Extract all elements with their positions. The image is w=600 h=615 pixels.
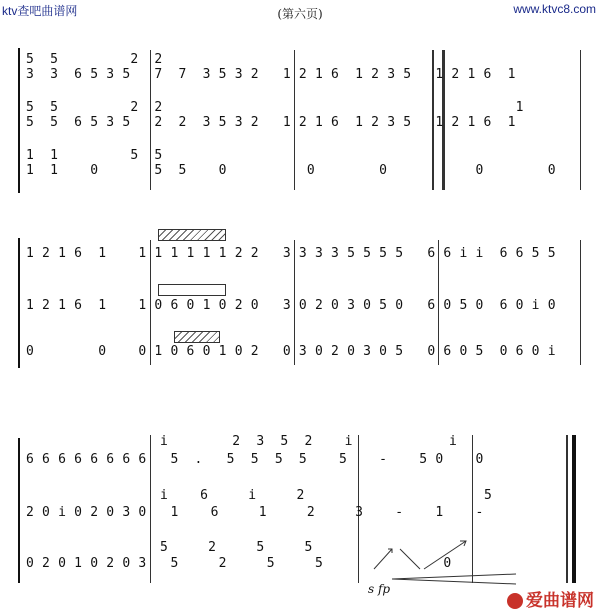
glissando-arrows (370, 535, 480, 575)
staff-2: 1 2 1 6 1 1 0 6 0 1 0 2 0 3 0 2 0 3 0 5 0 6 0 5 0 6 0 i 0 (26, 298, 556, 313)
staff-1-upper: 5 5 2 2 (26, 52, 163, 67)
site-name-left: ktv查吧曲谱网 (2, 4, 78, 18)
final-barline (566, 435, 568, 583)
staff-3: 0 2 0 1 0 2 0 3 5 2 5 5 0 (26, 556, 452, 571)
system-1-brace (18, 48, 20, 193)
staff-3-upper: 1 1 5 5 (26, 148, 163, 163)
crescendo-hairpin (390, 572, 520, 586)
final-barline-thick (572, 435, 576, 583)
staff-2-upper: i 6 i 2 (160, 488, 305, 503)
staff-1: 1 2 1 6 1 1 1 1 1 1 1 2 2 3 3 3 3 5 5 5 5 6 6 i i 6 6 5 5 (26, 246, 556, 261)
page-label: (第六页) (277, 7, 323, 21)
system-2-brace (18, 238, 20, 368)
site-url-right: www.ktvc8.com (513, 2, 596, 16)
logo-icon (507, 593, 523, 609)
staff-2-extra: 5 (484, 488, 493, 503)
logo-text: 爱曲谱网 (526, 591, 594, 610)
staff-1: 6 6 6 6 6 6 6 6 5 . 5 5 5 5 5 - 5 0 0 (26, 452, 484, 467)
barline (580, 50, 581, 190)
dynamic-marking: s fp (368, 582, 391, 596)
staff-1-lower: 3 3 6 5 3 5 7 7 3 5 3 2 1 2 1 6 1 2 3 5 1 2 1 6 1 (26, 67, 516, 82)
staff-2-lower: 5 5 6 5 3 5 2 2 3 5 3 2 1 2 1 6 1 2 3 5 1 2 1 6 1 (26, 115, 516, 130)
staff-1-upper: i 2 3 5 2 i i (160, 434, 457, 449)
tremolo-box (174, 331, 220, 343)
bracket-box (158, 284, 226, 296)
staff-2-upper: 5 5 2 2 1 (26, 100, 524, 115)
barline (580, 240, 581, 365)
system-3-brace (18, 438, 20, 583)
staff-3: 0 0 0 1 0 6 0 1 0 2 0 3 0 2 0 3 0 5 0 6 0 5 0 6 0 i (26, 344, 556, 359)
staff-3-lower: 1 1 0 5 5 0 0 0 0 0 (26, 163, 556, 178)
site-logo (507, 586, 594, 611)
staff-2: 2 0 i 0 2 0 3 0 1 6 1 2 3 - 1 - (26, 505, 484, 520)
staff-3-upper: 5 2 5 5 (160, 540, 313, 555)
tremolo-box (158, 229, 226, 241)
